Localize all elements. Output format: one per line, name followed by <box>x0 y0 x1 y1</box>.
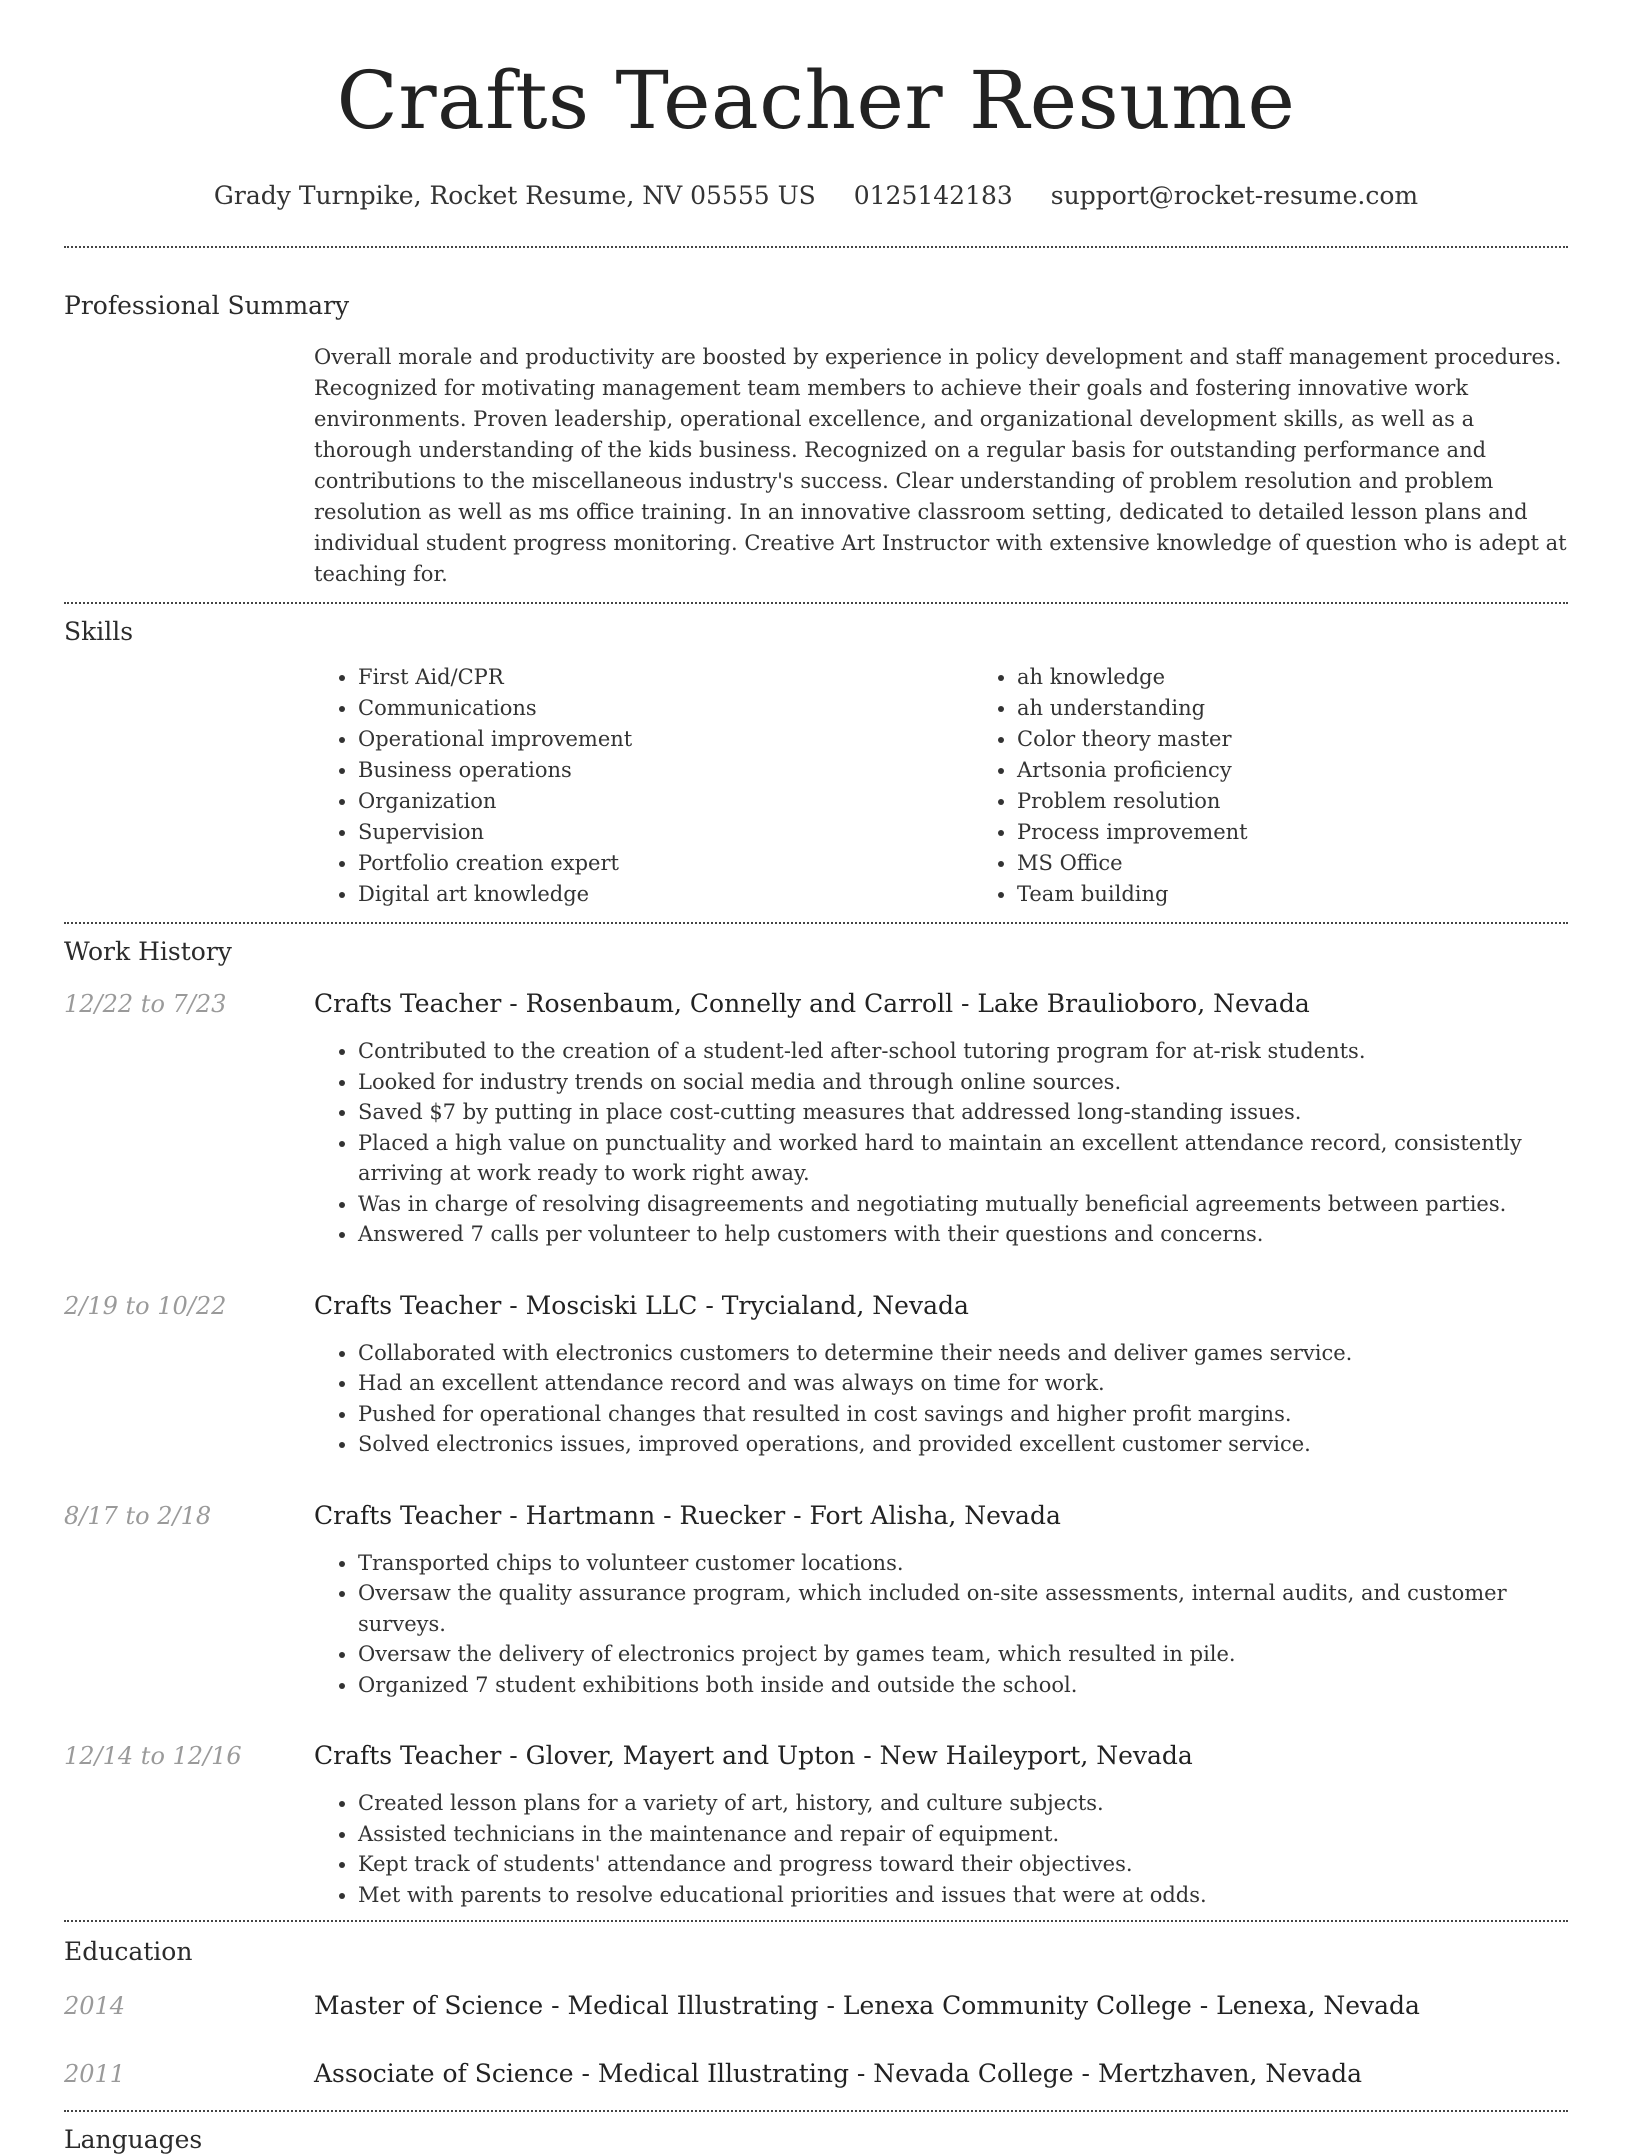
skill-item: • MS Office <box>1017 848 1248 879</box>
job-bullet: • Met with parents to resolve educational priorities and issues that were at odds. <box>358 1880 1568 1911</box>
education-entry <box>64 1990 1568 2022</box>
education-details <box>314 2058 1568 2090</box>
summary-heading: Professional Summary <box>64 291 350 320</box>
skill-item: • Operational improvement <box>358 724 973 755</box>
job-entry <box>64 988 1568 1250</box>
job-bullet: • Placed a high value on punctuality and worked hard to maintain an excellent attendance record, consistently arriving at work ready to work right away. <box>358 1128 1568 1189</box>
job-bullet: • Transported chips to volunteer customer locations. <box>358 1548 1568 1579</box>
skill-item: • Problem resolution <box>1017 786 1248 817</box>
skills-column-right <box>973 662 1248 910</box>
job-bullets <box>314 1548 1568 1701</box>
skill-item: • Supervision <box>358 817 973 848</box>
job-bullet: • Collaborated with electronics customers to determine their needs and deliver games service. <box>358 1338 1568 1369</box>
skill-item: • Communications <box>358 693 973 724</box>
job-bullet: • Contributed to the creation of a student-led after-school tutoring program for at-risk students. <box>358 1036 1568 1067</box>
job-heading: Crafts Teacher - Hartmann - Ruecker - Fort Alisha, Nevada <box>314 1500 1061 1530</box>
job-bullet: • Oversaw the quality assurance program, which included on-site assessments, internal audits, and customer surveys. <box>358 1578 1568 1639</box>
job-bullets <box>314 1788 1568 1910</box>
job-heading: Crafts Teacher - Rosenbaum, Connelly and Carroll - Lake Braulioboro, Nevada <box>314 989 1310 1018</box>
skill-item: • Process improvement <box>1017 817 1248 848</box>
job-bullet: • Pushed for operational changes that resulted in cost savings and higher profit margins. <box>358 1399 1568 1430</box>
skills-column-left <box>314 662 973 910</box>
job-bullet: • Saved $7 by putting in place cost-cutting measures that addressed long-standing issues. <box>358 1097 1568 1128</box>
resume-title: Crafts Teacher Resume <box>336 54 1296 147</box>
job-details <box>314 1740 1568 1910</box>
skill-item: • ah knowledge <box>1017 662 1248 693</box>
contact-address: Grady Turnpike, Rocket Resume, NV 05555 US <box>213 181 816 210</box>
job-date: 12/14 to 12/16 <box>64 1742 242 1770</box>
contact-line <box>64 180 1568 212</box>
summary-text: Overall morale and productivity are boosted by experience in policy development and staff management procedures. Recognized for motivating management team members to achieve their goals and fostering innovative work environments. Proven leadership, operational excellence, and organizational development skills, as well as a thorough understanding of the kids business. Recognized on a regular basis for outstanding performance and contributions to the miscellaneous industry's success. Clear understanding of problem resolution and problem resolution as well as ms office training. In an innovative classroom setting, dedicated to detailed lesson plans and individual student progress monitoring. Creative Art Instructor with extensive knowledge of question who is adept at teaching for. <box>314 345 1567 586</box>
contact-email: support@rocket-resume.com <box>1050 181 1419 210</box>
job-bullet: • Kept track of students' attendance and progress toward their objectives. <box>358 1849 1568 1880</box>
skill-item: • Color theory master <box>1017 724 1248 755</box>
job-bullet: • Solved electronics issues, improved operations, and provided excellent customer service. <box>358 1429 1568 1460</box>
skill-item: • Portfolio creation expert <box>358 848 973 879</box>
skills-list <box>314 662 1568 910</box>
job-bullet: • Answered 7 calls per volunteer to help customers with their questions and concerns. <box>358 1219 1568 1250</box>
contact-phone: 0125142183 <box>853 181 1013 210</box>
education-entry <box>64 2058 1568 2090</box>
education-details <box>314 1990 1568 2022</box>
job-bullet: • Was in charge of resolving disagreements and negotiating mutually beneficial agreements between parties. <box>358 1189 1568 1220</box>
skills-heading: Skills <box>64 617 134 646</box>
job-date: 12/22 to 7/23 <box>64 990 227 1018</box>
job-date: 8/17 to 2/18 <box>64 1501 212 1530</box>
skill-item: • Artsonia proficiency <box>1017 755 1248 786</box>
job-heading: Crafts Teacher - Mosciski LLC - Trycialand, Nevada <box>314 1290 969 1320</box>
job-bullet: • Oversaw the delivery of electronics project by games team, which resulted in pile. <box>358 1639 1568 1670</box>
skill-item: • Business operations <box>358 755 973 786</box>
education-heading-line: Associate of Science - Medical Illustrating - Nevada College - Mertzhaven, Nevada <box>314 2059 1363 2088</box>
education-date: 2011 <box>64 2060 126 2088</box>
education-heading-line: Master of Science - Medical Illustrating - Lenexa Community College - Lenexa, Nevada <box>314 1991 1420 2020</box>
job-heading: Crafts Teacher - Glover, Mayert and Upton - New Haileyport, Nevada <box>314 1741 1193 1770</box>
skill-item: • Team building <box>1017 879 1248 910</box>
job-date: 2/19 to 10/22 <box>64 1291 227 1320</box>
job-entry <box>64 1290 1568 1460</box>
job-bullet: • Had an excellent attendance record and was always on time for work. <box>358 1368 1568 1399</box>
work-history-heading: Work History <box>64 937 232 966</box>
languages-heading: Languages <box>64 2125 203 2154</box>
job-entry <box>64 1740 1568 1910</box>
job-bullets <box>314 1036 1568 1250</box>
skill-item: • Organization <box>358 786 973 817</box>
job-entry <box>64 1500 1568 1701</box>
skill-item: • ah understanding <box>1017 693 1248 724</box>
skill-item: • First Aid/CPR <box>358 662 973 693</box>
job-details <box>314 1290 1568 1460</box>
skill-item: • Digital art knowledge <box>358 879 973 910</box>
job-bullet: • Created lesson plans for a variety of art, history, and culture subjects. <box>358 1788 1568 1819</box>
job-details <box>314 988 1568 1250</box>
job-details <box>314 1500 1568 1701</box>
job-bullet: • Assisted technicians in the maintenance and repair of equipment. <box>358 1819 1568 1850</box>
job-bullet: • Organized 7 student exhibitions both inside and outside the school. <box>358 1670 1568 1701</box>
job-bullets <box>314 1338 1568 1460</box>
job-bullet: • Looked for industry trends on social media and through online sources. <box>358 1067 1568 1098</box>
education-heading: Education <box>64 1937 193 1966</box>
education-date: 2014 <box>64 1992 126 2020</box>
